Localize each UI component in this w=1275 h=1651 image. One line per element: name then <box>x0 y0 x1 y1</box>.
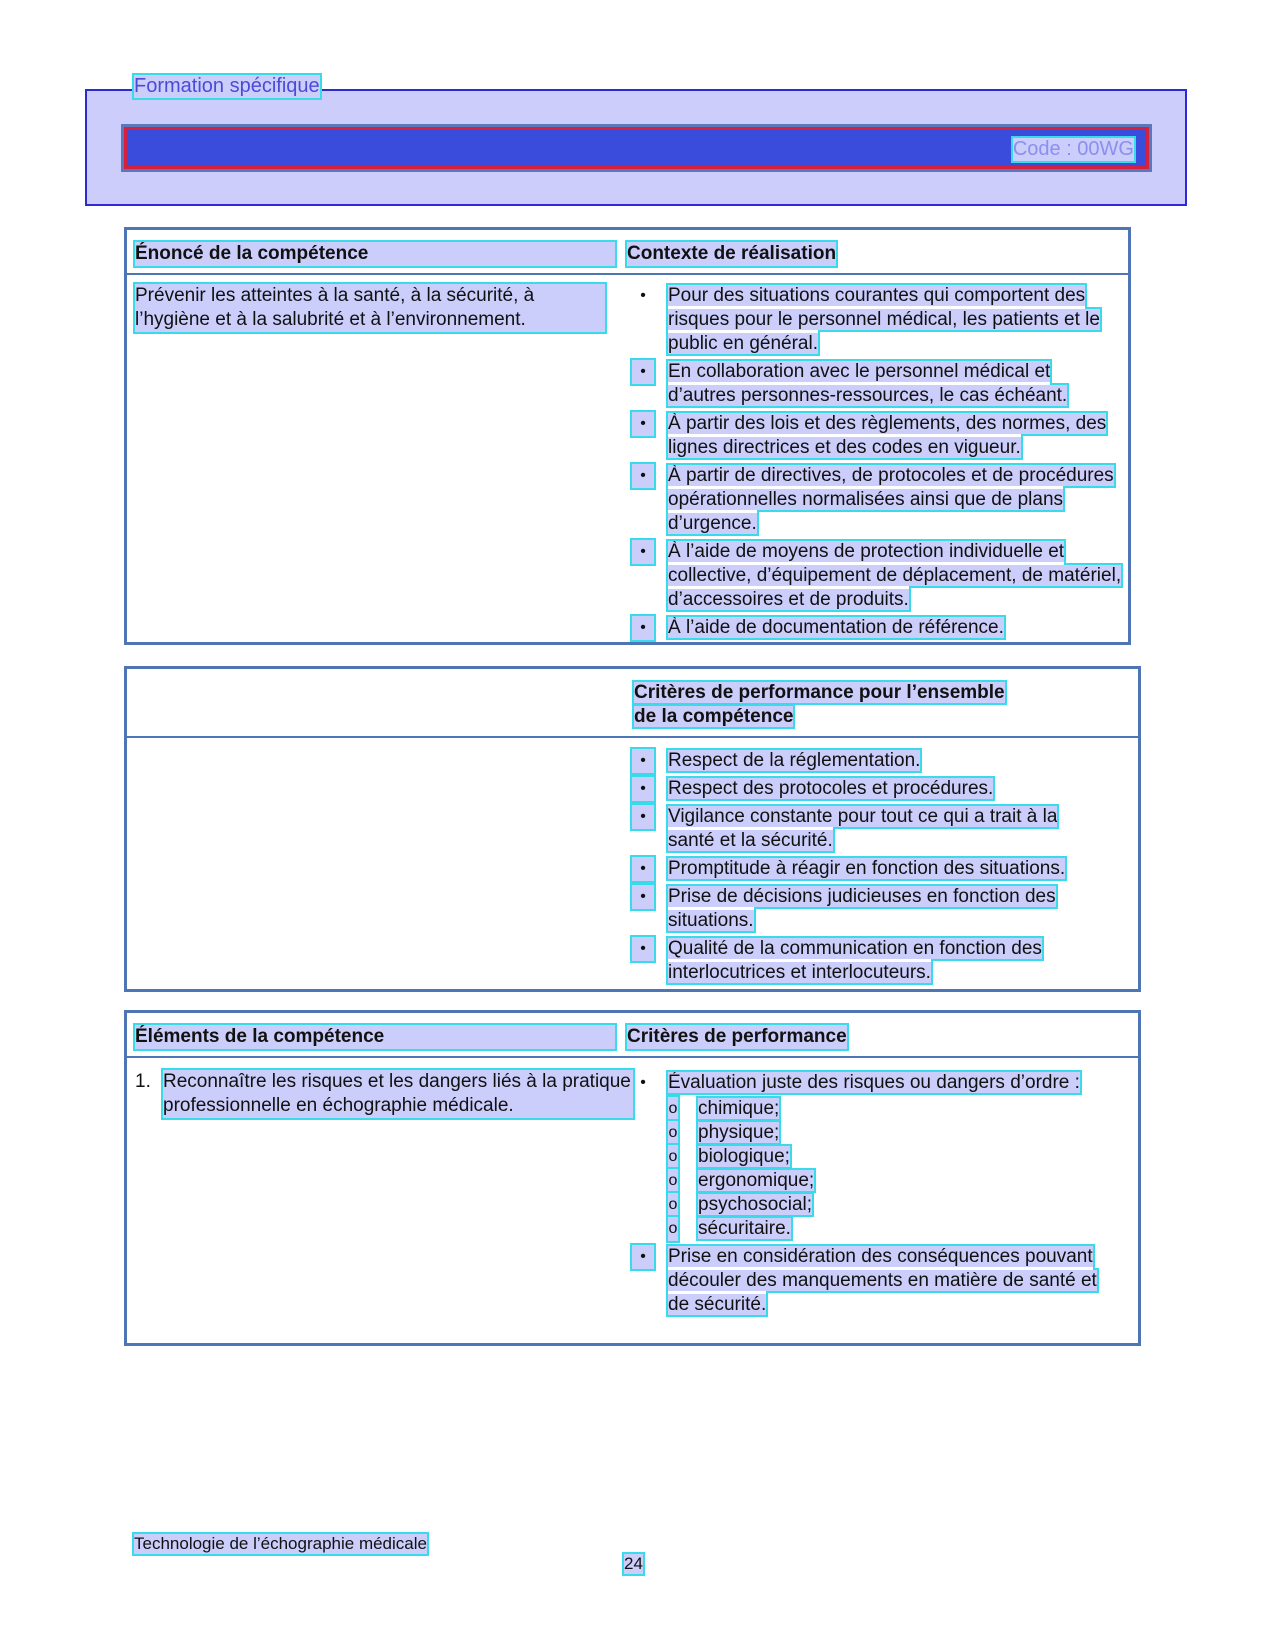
bullet-icon: • <box>632 749 654 773</box>
page-number: 24 <box>624 1554 643 1573</box>
course-code: Code : 00WG <box>1012 138 1134 160</box>
sub-list-item-text: sécuritaire. <box>698 1218 791 1239</box>
element-text: Reconnaître les risques et les dangers liés à la pratique professionnelle en échographie médicale. <box>163 1070 633 1118</box>
sub-bullet-icon: o <box>668 1121 678 1145</box>
sub-list-item-text: chimique; <box>698 1098 780 1119</box>
context-list <box>632 284 1122 644</box>
sub-list-item-text: physique; <box>698 1122 780 1143</box>
elements-heading: Éléments de la compétence <box>135 1025 615 1049</box>
context-heading: Contexte de réalisation <box>627 243 837 264</box>
list-item-text: À l’aide de documentation de référence. <box>668 617 1004 638</box>
list-item-text: À l’aide de moyens de protection individuelle et collective, d’équipement de déplacement, de matériel, d’accessoires et de produits. <box>668 541 1122 610</box>
hazard-types-list <box>668 1097 1112 1241</box>
sub-list-item <box>668 1217 1112 1241</box>
element-number: 1. <box>135 1071 151 1092</box>
sub-bullet-icon: o <box>668 1145 678 1169</box>
overall-criteria-heading-line1: Critères de performance pour l’ensemble <box>634 682 1005 703</box>
competence-panel <box>124 227 1131 645</box>
bullet-icon: • <box>632 360 654 384</box>
competence-panel-header <box>127 230 1128 275</box>
list-item-text: Vigilance constante pour tout ce qui a trait à la santé et la sécurité. <box>668 806 1058 851</box>
bullet-icon: • <box>632 412 654 436</box>
list-item <box>632 360 1122 408</box>
list-item <box>632 857 1092 881</box>
list-item <box>632 885 1092 933</box>
sub-bullet-icon: o <box>668 1169 678 1193</box>
criteria-list <box>632 1071 1112 1321</box>
sub-bullet-icon: o <box>668 1097 678 1121</box>
bullet-icon: • <box>632 616 654 640</box>
sub-list-item <box>668 1169 1112 1193</box>
competence-element <box>135 1070 645 1118</box>
header-title: Formation spécifique <box>134 75 320 97</box>
bullet-icon: • <box>632 1245 654 1269</box>
sub-list-item <box>668 1121 1112 1145</box>
list-item-text: Respect de la réglementation. <box>668 750 921 771</box>
list-item <box>632 805 1092 853</box>
sub-list-item-text: psychosocial; <box>698 1194 813 1215</box>
elements-panel-header <box>127 1013 1138 1058</box>
list-item <box>632 777 1092 801</box>
overall-criteria-heading <box>634 681 1005 729</box>
list-item-text: Respect des protocoles et procédures. <box>668 778 994 799</box>
bullet-icon: • <box>632 805 654 829</box>
list-item-text: Évaluation juste des risques ou dangers d’ordre : <box>668 1072 1080 1093</box>
bullet-icon: • <box>632 937 654 961</box>
sub-list-item <box>668 1145 1112 1169</box>
list-item <box>632 464 1122 536</box>
list-item <box>632 412 1122 460</box>
list-item <box>632 937 1092 985</box>
bullet-icon: • <box>632 777 654 801</box>
list-item <box>632 1071 1112 1241</box>
bullet-icon: • <box>632 464 654 488</box>
list-item-text: Prise en considération des conséquences pouvant découler des manquements en matière de santé et de sécurité. <box>668 1246 1097 1315</box>
sub-list-item-text: biologique; <box>698 1146 790 1167</box>
overall-criteria-list <box>632 749 1092 989</box>
overall-criteria-panel <box>124 666 1141 992</box>
list-item-text: Promptitude à réagir en fonction des situations. <box>668 858 1066 879</box>
sub-list-item-text: ergonomique; <box>698 1170 815 1191</box>
list-item <box>632 616 1122 640</box>
list-item <box>632 284 1122 356</box>
list-item-text: À partir de directives, de protocoles et de procédures opérationnelles normalisées ainsi que de plans d’urgence. <box>668 465 1114 534</box>
sub-list-item <box>668 1193 1112 1217</box>
elements-panel <box>124 1010 1141 1346</box>
list-item <box>632 540 1122 612</box>
list-item <box>632 1245 1112 1317</box>
list-item-text: En collaboration avec le personnel médical et d’autres personnes-ressources, le cas échéant. <box>668 361 1068 406</box>
list-item-text: Qualité de la communication en fonction des interlocutrices et interlocuteurs. <box>668 938 1042 983</box>
list-item-text: Pour des situations courantes qui comportent des risques pour le personnel médical, les patients et le public en général. <box>668 285 1100 354</box>
competence-statement: Prévenir les atteintes à la santé, à la sécurité, à l’hygiène et à la salubrité et à l’environnement. <box>135 284 605 332</box>
criteria-heading: Critères de performance <box>627 1026 847 1047</box>
sub-bullet-icon: o <box>668 1193 678 1217</box>
list-item-text: À partir des lois et des règlements, des normes, des lignes directrices et des codes en vigueur. <box>668 413 1107 458</box>
bullet-icon: • <box>632 857 654 881</box>
sub-bullet-icon: o <box>668 1217 678 1241</box>
list-item <box>632 749 1092 773</box>
overall-criteria-heading-line2: de la compétence <box>634 706 794 727</box>
sub-list-item <box>668 1097 1112 1121</box>
overall-criteria-header <box>127 669 1138 738</box>
list-item-text: Prise de décisions judicieuses en fonction des situations. <box>668 886 1056 931</box>
bullet-icon: • <box>632 885 654 909</box>
footer-program: Technologie de l’échographie médicale <box>134 1534 427 1553</box>
bullet-icon: • <box>640 1074 646 1091</box>
statement-heading: Énoncé de la compétence <box>135 242 615 266</box>
code-bar <box>124 127 1149 169</box>
bullet-icon: • <box>632 540 654 564</box>
bullet-icon: • <box>640 287 646 304</box>
